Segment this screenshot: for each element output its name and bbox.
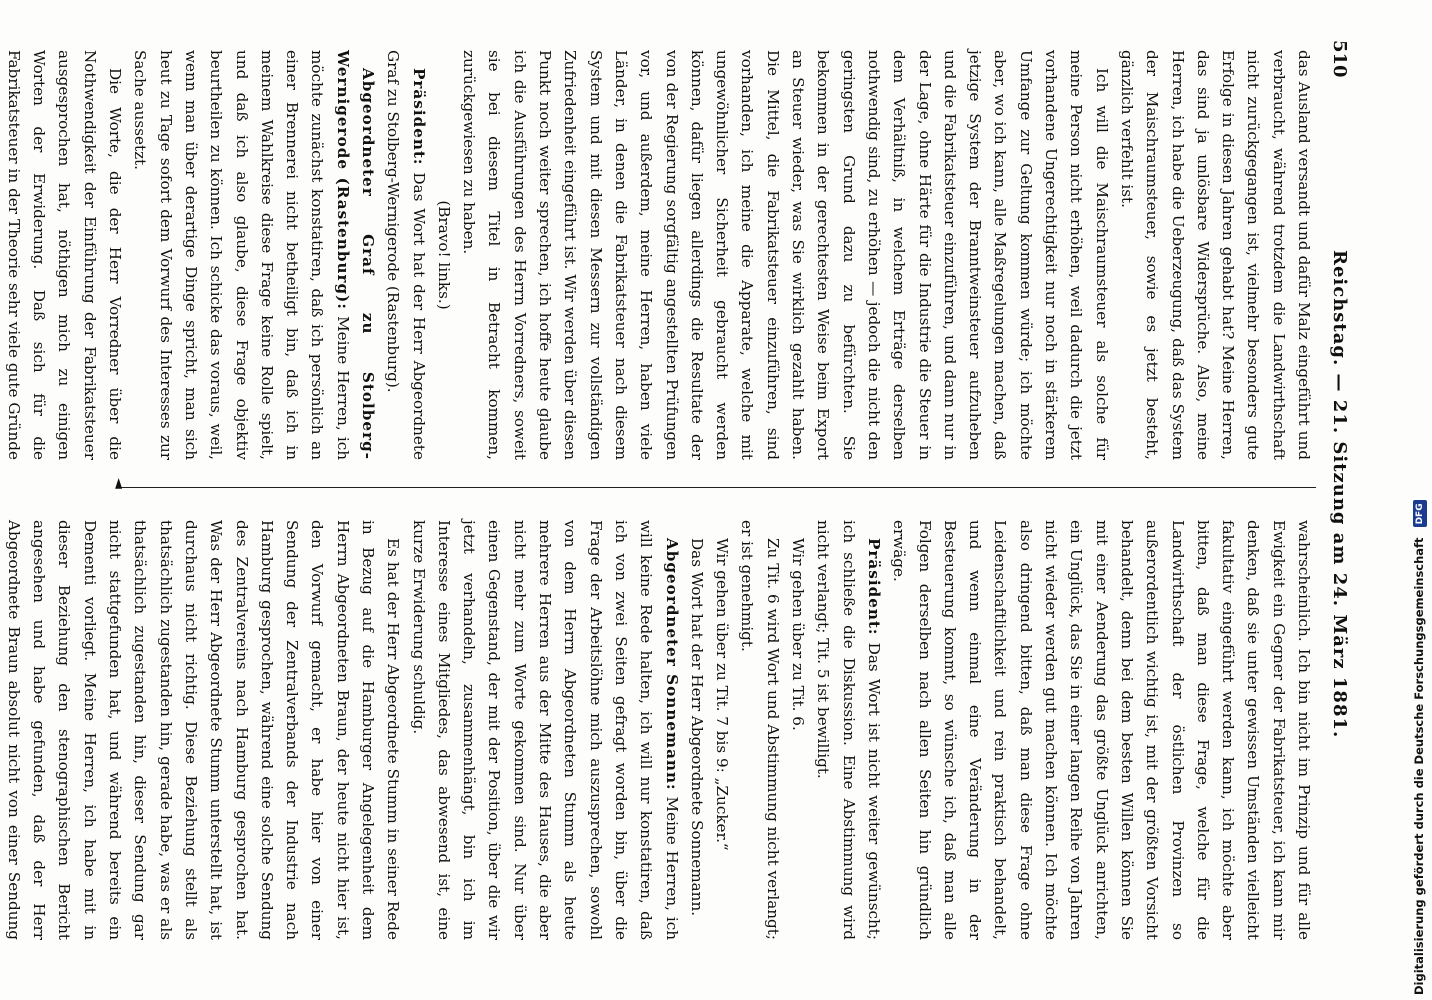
speaker-name: Abgeordneter Sonnemann: — [662, 538, 681, 791]
interjection: (Bravo! links.) — [434, 200, 453, 310]
digitization-credit — [1408, 503, 1430, 995]
paragraph: wahrscheinlich. Ich bin nicht im Prinzip und für alle Ewigkeit ein Gegner der Fabrikatsteuer, ich kann mir denken, daß sie unter gewissen Umständen vielleicht fakultativ eingeführt werden kann, ich möchte aber bitten, daß man diese Frage, welche für die Landwirthschaft der östlichen Provinzen so außerordentlich wichtig ist, mit der größten Vorsicht behandelt, denn bei dem besten Willen können Sie mit einer Aenderung das größte Unglück anrichten, ein Unglück, das Sie in einer langen Reihe von Jahren nicht wieder werden gut machen können. Ich möchte also dringend bitten, daß man diese Frage ohne Leidenschaftlichkeit und rein praktisch behandelt, und wenn einmal eine Veränderung in der Besteuerung kommt, so wünsche ich, daß man alle Folgen derselben nach allen Seiten hin gründlich erwäge. — [890, 520, 1313, 940]
paragraph: Die Worte, die der Herr Vorredner über die Nothwendigkeit der Einführung der Fabrikatsteuer ausgesprochen hat, nöthigen mich zu einigen Worten der Erwiderung. Daß sich für die Fabrikatsteuer in der Theorie sehr viele gute Gründe — [4, 50, 125, 460]
digitization-credit-text-wrapper — [1408, 503, 1430, 995]
digitization-credit-text: Digitalisierung gefördert durch die Deutsche Forschungsgemeinschaft — [1412, 537, 1426, 995]
speaker-name: Abgeordneter Graf zu Stolberg-Wernigerode (Rastenburg): — [333, 50, 378, 460]
speaker-name: Präsident: — [864, 538, 883, 636]
paragraph: Zu Tit. 6 wird Wort und Abstimmung nicht verlangt; er ist genehmigt. — [738, 520, 782, 940]
paragraph: Wir gehen über zu Tit. 7 bis 9: „Zucker.“ — [713, 538, 732, 851]
speech-text: Meine Herren, ich will keine Rede halten, ich will nur konstatiren, daß ich von zwei Seiten gefragt worden bin, über die Frage der Arbeitslöhne mich auszusprechen, sowohl von dem Herrn Abgeordneten Stumm als heute mehrere Herren aus der Mitte des Hauses, die aber nicht mehr zum Worte gekommen sind. Nur über einen Gegenstand, der mit der Position, über die wir jetzt verhandeln, zusammenhängt, bin ich im Interesse eines Mitgliedes, das abwesend ist, eine kurze Erwiderung schuldig. — [409, 520, 681, 940]
right-text-column — [4, 520, 1316, 940]
page-header — [1320, 40, 1350, 960]
dfg-logo-icon: DFG — [1413, 500, 1427, 527]
page-number: 510 — [1329, 40, 1350, 78]
paragraph: Ich will die Maischraumsteuer als solche für meine Person nicht erhöhen, weil dadurch die jetzt vorhandene Ungerechtigkeit nur noch in stärkerem Umfange zur Geltung kommen würde; ich möchte aber, wo ich kann, alle Maßregelungen machen, daß jetzige System der Branntweinsteuer aufzuheben und die Fabrikatsteuer einzuführen, und dann nur in der Lage, ohne Härte für die Industrie die Steuer in dem Verhältniß, in welchem Erträge derselben nothwendig sind, zu erhöhen — jedoch die nicht den geringsten Grund dazu zu befürchten. Sie bekommen in der gerechtesten Weise beim Export an Steuer wieder, was Sie wirklich gezahlt haben. Die Mittel, die Fabrikatsteuer einzuführen, sind vorhanden, ich meine die Apparate, welche mit ungewöhnlicher Sicherheit gebraucht werden können, dafür liegen allerdings die Resultate der von der Regierung sorgfältig angestellten Prüfungen vor, und außerdem, meine Herren, haben viele Länder, in denen die Fabrikatsteuer nach diesem System und mit diesen Messern zur vollständigen Zufriedenheit eingeführt ist. Wir werden über diesen Punkt noch weiter sprechen, ich hoffe heute glaube ich die Ausführungen des Herrn Vorredners, soweit sie bei diesem Titel in Betracht kommen, zurückgewiesen zu haben. — [460, 50, 1111, 460]
paragraph — [810, 520, 886, 940]
speech-text: Das Wort ist nicht weiter gewünscht; ich schließe die Diskussion. Eine Abstimmung wird nicht verlangt; Tit. 5 ist bewilligt. — [814, 520, 883, 940]
paragraph — [127, 50, 380, 460]
divider-mark: ◄ — [111, 478, 127, 489]
running-title: Reichstag. — 21. Sitzung am 24. März 1881. — [1329, 250, 1350, 739]
left-text-column — [4, 50, 1316, 461]
column-divider — [116, 487, 1316, 488]
paragraph: Es hat der Herr Abgeordnete Stumm in seiner Rede in Bezug auf die Hamburger Angelegenheit dem Herrn Abgeordneten Braun, der heute nicht hier ist, den Vorwurf gemacht, er habe hier von einer Sendung der Zentralverbands der Industrie nach Hamburg gesprochen, während eine solche Sendung des Zentralvereins nach Hamburg gesprochen hat. Was der Herr Abgeordnete Stumm unterstellt hat, ist durchaus nicht richtig. Diese Beziehung stellt als thatsächlich zugestanden hin, gerade habe, was er als thatsächlich zugestanden hin, dieser Sendung gar nicht stattgefunden hat, und während bereits ein Dementi vorliegt. Meine Herren, ich habe mit in dieser Beziehung den stenographischen Bericht angesehen und habe gefunden, daß der Herr Abgeordnete Braun absolut nicht von einer Sendung — [4, 520, 403, 940]
speech-text: Meine Herren, ich möchte zunächst konstatiren, daß ich persönlich an einer Brennerei nicht betheiligt bin, daß ich in meinem Wahlkreise diese Frage keine Rolle spielt, und daß ich also glaube, diese Frage objektiv beurtheilen zu können. Ich schicke das voraus, weil, wenn man über derartige Dinge spricht, man sich heut zu Tage sofort dem Vorwurf des Interesses zur Sache aussetzt. — [131, 50, 352, 461]
paragraph: das Ausland versandt und dafür Malz eingeführt und verbraucht, während trotzdem die Landwirthschaft nicht zurückgegangen ist, vielmehr besonders gute Erfolge in diesen Jahren gehabt hat? Meine Herren, das sind ja unlösbare Widersprüche. Also, meine Herren, ich habe die Ueberzeugung, daß das System der Maischraumsteuer, sowie es jetzt besteht, gänzlich verfehlt ist. — [1117, 50, 1313, 460]
paragraph — [405, 520, 683, 940]
speech-text: Das Wort hat der Herr Abgeordnete Graf zu Stolberg-Wernigerode (Rastenburg). — [384, 50, 428, 460]
paragraph: Das Wort hat der Herr Abgeordnete Sonnemann. — [687, 538, 706, 917]
paragraph: Wir gehen über zu Tit. 6. — [789, 538, 808, 731]
paragraph — [380, 50, 431, 460]
speaker-name: Präsident: — [409, 68, 428, 166]
